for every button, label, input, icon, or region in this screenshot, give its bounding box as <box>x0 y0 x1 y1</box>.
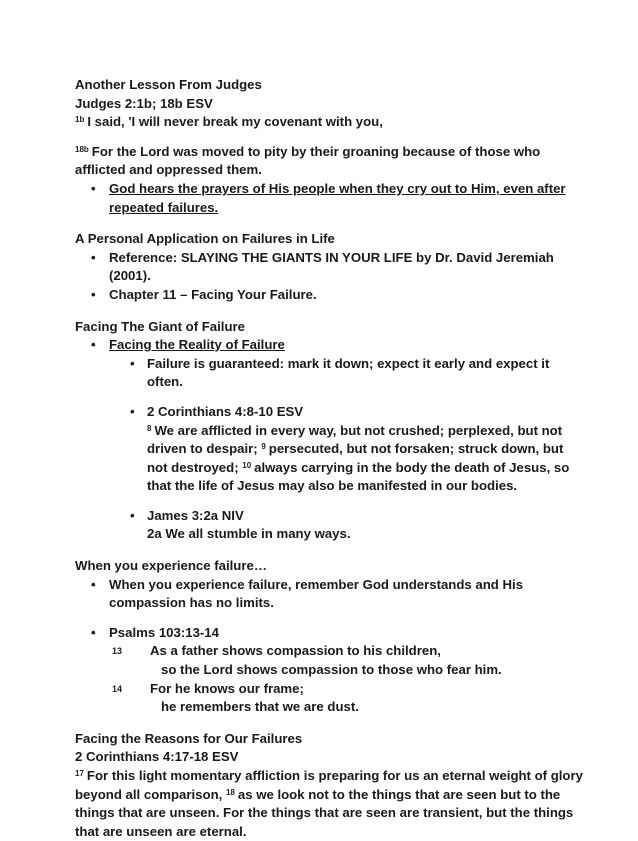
verse-number: 14 <box>112 683 123 694</box>
verse-line: things that are unseen. For the things that are seen are transient, but the things <box>75 805 574 821</box>
bullet-icon: • <box>130 355 135 371</box>
psalm-verse-13 <box>75 642 565 679</box>
bullet-icon: • <box>130 507 135 523</box>
bullet-item <box>75 180 565 217</box>
bullet-text-cont: (2001). <box>109 268 151 284</box>
verse-text: always carrying in the body the death of Jesus, so <box>254 459 570 475</box>
sub-bullet-item <box>75 355 565 392</box>
bullet-text-cont: repeated failures. <box>109 199 219 215</box>
bullet-text: When you experience failure, remember God understands and His <box>109 576 524 592</box>
verse-text-cont: so the Lord shows compassion to those who fear him. <box>161 662 502 678</box>
section-heading: When you experience failure… <box>75 558 268 574</box>
bullet-item <box>75 576 565 613</box>
bullet-item <box>75 249 565 286</box>
bullet-text-cont: often. <box>147 374 183 390</box>
section-title: Another Lesson From Judges <box>75 77 262 92</box>
verse-line: 2a We all stumble in many ways. <box>147 526 351 542</box>
bullet-icon: • <box>91 249 96 265</box>
section-heading: A Personal Application on Failures in Life <box>75 231 335 247</box>
section-giant <box>75 318 570 545</box>
verse-number: 1b <box>75 115 85 125</box>
verse-number: 18 <box>225 787 235 797</box>
verse-text: For he knows our frame; <box>150 680 304 696</box>
section-heading: Facing the Reasons for Our Failures <box>75 730 303 746</box>
bullet-icon: • <box>130 403 135 419</box>
bullet-text: Facing the Reality of Failure <box>109 337 285 353</box>
verse-text: As a father shows compassion to his children, <box>150 643 441 659</box>
verse-18b-cont: afflicted and oppressed them. <box>75 162 262 178</box>
section-application <box>75 230 565 304</box>
bullet-text-cont: compassion has no limits. <box>109 595 274 611</box>
bullet-item <box>75 336 565 355</box>
verse-line <box>75 767 583 786</box>
verse-line <box>147 422 565 441</box>
verse-number: 13 <box>112 646 123 657</box>
verse-18b <box>75 143 565 162</box>
verse-line: that the life of Jesus may also be manifested in our bodies. <box>147 478 518 494</box>
verse-number: 18b <box>75 144 89 154</box>
verse-text: For the Lord was moved to pity by their groaning because of those who <box>91 143 541 159</box>
verse-line <box>147 440 565 459</box>
scripture-reference: 2 Corinthians 4:8-10 ESV <box>147 403 304 419</box>
bullet-icon: • <box>91 180 96 196</box>
bullet-text: God hears the prayers of His people when they cry out to Him, even after <box>109 180 566 196</box>
section-judges <box>75 76 565 217</box>
section-experience <box>75 557 565 717</box>
bullet-text: Chapter 11 – Facing Your Failure. <box>109 286 317 302</box>
verse-text: beyond all comparison, <box>75 786 223 802</box>
verse-text: We are afflicted in every way, but not crushed; perplexed, but not <box>154 422 563 438</box>
verse-text: persecuted, but not forsaken; struck down, but <box>268 441 564 457</box>
bullet-icon: • <box>91 624 96 640</box>
sub-bullet-item <box>75 507 565 544</box>
section-heading: Facing The Giant of Failure <box>75 318 245 334</box>
verse-text-cont: he remembers that we are dust. <box>161 699 359 715</box>
verse-1b <box>75 113 565 132</box>
verse-line <box>147 459 570 478</box>
verse-text: not destroyed; <box>147 459 239 475</box>
verse-text: as we look not to the things that are seen but to the <box>237 786 561 802</box>
bullet-icon: • <box>91 337 96 353</box>
verse-text: driven to despair; <box>147 441 258 457</box>
verse-number: 9 <box>261 442 266 452</box>
verse-line <box>75 786 565 805</box>
verse-line: that are unseen are eternal. <box>75 823 247 839</box>
sub-bullet-item <box>75 403 570 496</box>
section-reasons <box>75 730 583 841</box>
bullet-icon: • <box>91 576 96 592</box>
document-body <box>75 76 583 841</box>
bullet-text: Reference: SLAYING THE GIANTS IN YOUR LIFE by Dr. David Jeremiah <box>109 249 554 265</box>
verse-number: 10 <box>242 460 252 470</box>
verse-number: 8 <box>147 423 152 433</box>
scripture-reference: Psalms 103:13-14 <box>109 624 219 640</box>
scripture-reference: 2 Corinthians 4:17-18 ESV <box>75 749 239 765</box>
scripture-reference: James 3:2a NIV <box>147 507 244 523</box>
scripture-reference: Judges 2:1b; 18b ESV <box>75 95 213 111</box>
verse-number: 17 <box>75 769 84 778</box>
bullet-item <box>75 624 565 643</box>
bullet-item <box>75 286 565 305</box>
bullet-icon: • <box>91 286 96 302</box>
verse-text: For this light momentary affliction is preparing for us an eternal weight of glory <box>86 768 583 783</box>
psalm-verse-14 <box>75 680 565 717</box>
verse-text: I said, 'I will never break my covenant with you, <box>87 114 383 130</box>
bullet-text: Failure is guaranteed: mark it down; expect it early and expect it <box>147 355 550 371</box>
